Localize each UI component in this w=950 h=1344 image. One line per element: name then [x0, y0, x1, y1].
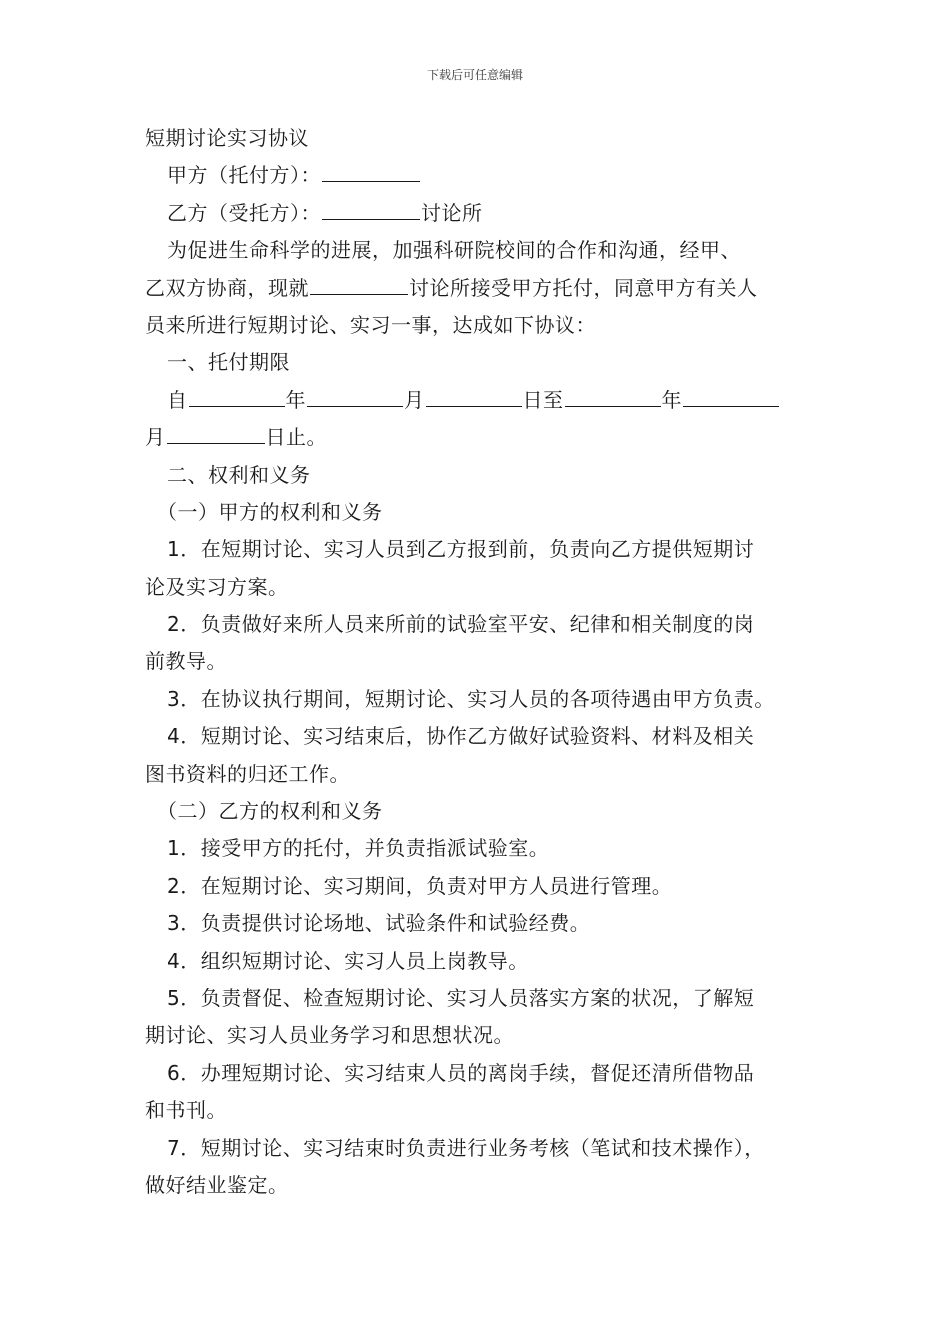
term-month: 月 [404, 387, 425, 412]
b-item-line: 4．组织短期讨论、实习人员上岗教导。 [167, 948, 529, 973]
intro-line-2b: 讨论所接受甲方托付，同意甲方有关人 [409, 275, 758, 300]
b-item-line: 1．接受甲方的托付，并负责指派试验室。 [167, 836, 550, 861]
a-item-line: 图书资料的归还工作。 [145, 761, 350, 786]
end-month-blank [683, 384, 779, 407]
party-b-suffix: 讨论所 [421, 200, 483, 225]
term-year-2: 年 [661, 387, 682, 412]
b-item-line: 6．办理短期讨论、实习结束人员的离岗手续，督促还清所借物品 [167, 1060, 755, 1085]
b-item-line: 做好结业鉴定。 [145, 1172, 289, 1197]
term-day-to: 日至 [522, 387, 564, 412]
intro-line-2 [145, 270, 815, 307]
term-line-2 [145, 419, 815, 456]
a-item-line: 2．负责做好来所人员来所前的试验室平安、纪律和相关制度的岗 [167, 612, 755, 637]
subsection-a-heading: （一）甲方的权利和义务 [157, 499, 383, 524]
intro-line-3: 员来所进行短期讨论、实习一事，达成如下协议： [145, 312, 596, 337]
term-month-2: 月 [145, 425, 166, 450]
a-item-line: 1．在短期讨论、实习人员到乙方报到前，负责向乙方提供短期讨 [167, 537, 755, 562]
header-note: 下载后可任意编辑 [426, 68, 523, 82]
party-b-line [145, 195, 815, 232]
b-item-line: 和书刊。 [145, 1098, 227, 1123]
b-item-line: 3．负责提供讨论场地、试验条件和试验经费。 [167, 911, 591, 936]
term-line-1 [145, 382, 815, 419]
start-month-blank [307, 384, 403, 407]
b-item-line: 期讨论、实习人员业务学习和思想状况。 [145, 1023, 514, 1048]
b-item-line: 5．负责督促、检查短期讨论、实习人员落实方案的状况，了解短 [167, 985, 755, 1010]
section2-heading: 二、权利和义务 [167, 462, 311, 487]
end-year-blank [565, 384, 661, 407]
party-a-label: 甲方（托付方）： [167, 163, 321, 188]
a-item-line: 3．在协议执行期间，短期讨论、实习人员的各项待遇由甲方负责。 [167, 686, 775, 711]
b-item-line: 7．短期讨论、实习结束时负责进行业务考核（笔试和技术操作）， [167, 1135, 765, 1160]
institute-blank [310, 272, 408, 295]
start-day-blank [426, 384, 522, 407]
party-b-label: 乙方（受托方）： [167, 200, 321, 225]
a-item-line: 论及实习方案。 [145, 574, 289, 599]
start-year-blank [189, 384, 285, 407]
b-item-line: 2．在短期讨论、实习期间，负责对甲方人员进行管理。 [167, 873, 673, 898]
party-a-blank [322, 159, 420, 182]
party-b-blank [322, 197, 420, 220]
intro-line-2a: 乙双方协商，现就 [145, 275, 309, 300]
term-end: 日止。 [265, 425, 327, 450]
a-item-line: 4．短期讨论、实习结束后，协作乙方做好试验资料、材料及相关 [167, 724, 755, 749]
a-item-line: 前教导。 [145, 649, 227, 674]
term-from: 自 [167, 387, 188, 412]
end-day-blank [167, 421, 265, 444]
section1-heading: 一、托付期限 [167, 350, 290, 375]
document-title: 短期讨论实习协议 [145, 126, 309, 150]
intro-line-1: 为促进生命科学的进展，加强科研院校间的合作和沟通，经甲、 [167, 238, 741, 263]
term-year: 年 [285, 387, 306, 412]
document-body [145, 120, 815, 1204]
subsection-b-heading: （二）乙方的权利和义务 [157, 799, 383, 824]
party-a-line [145, 157, 815, 194]
